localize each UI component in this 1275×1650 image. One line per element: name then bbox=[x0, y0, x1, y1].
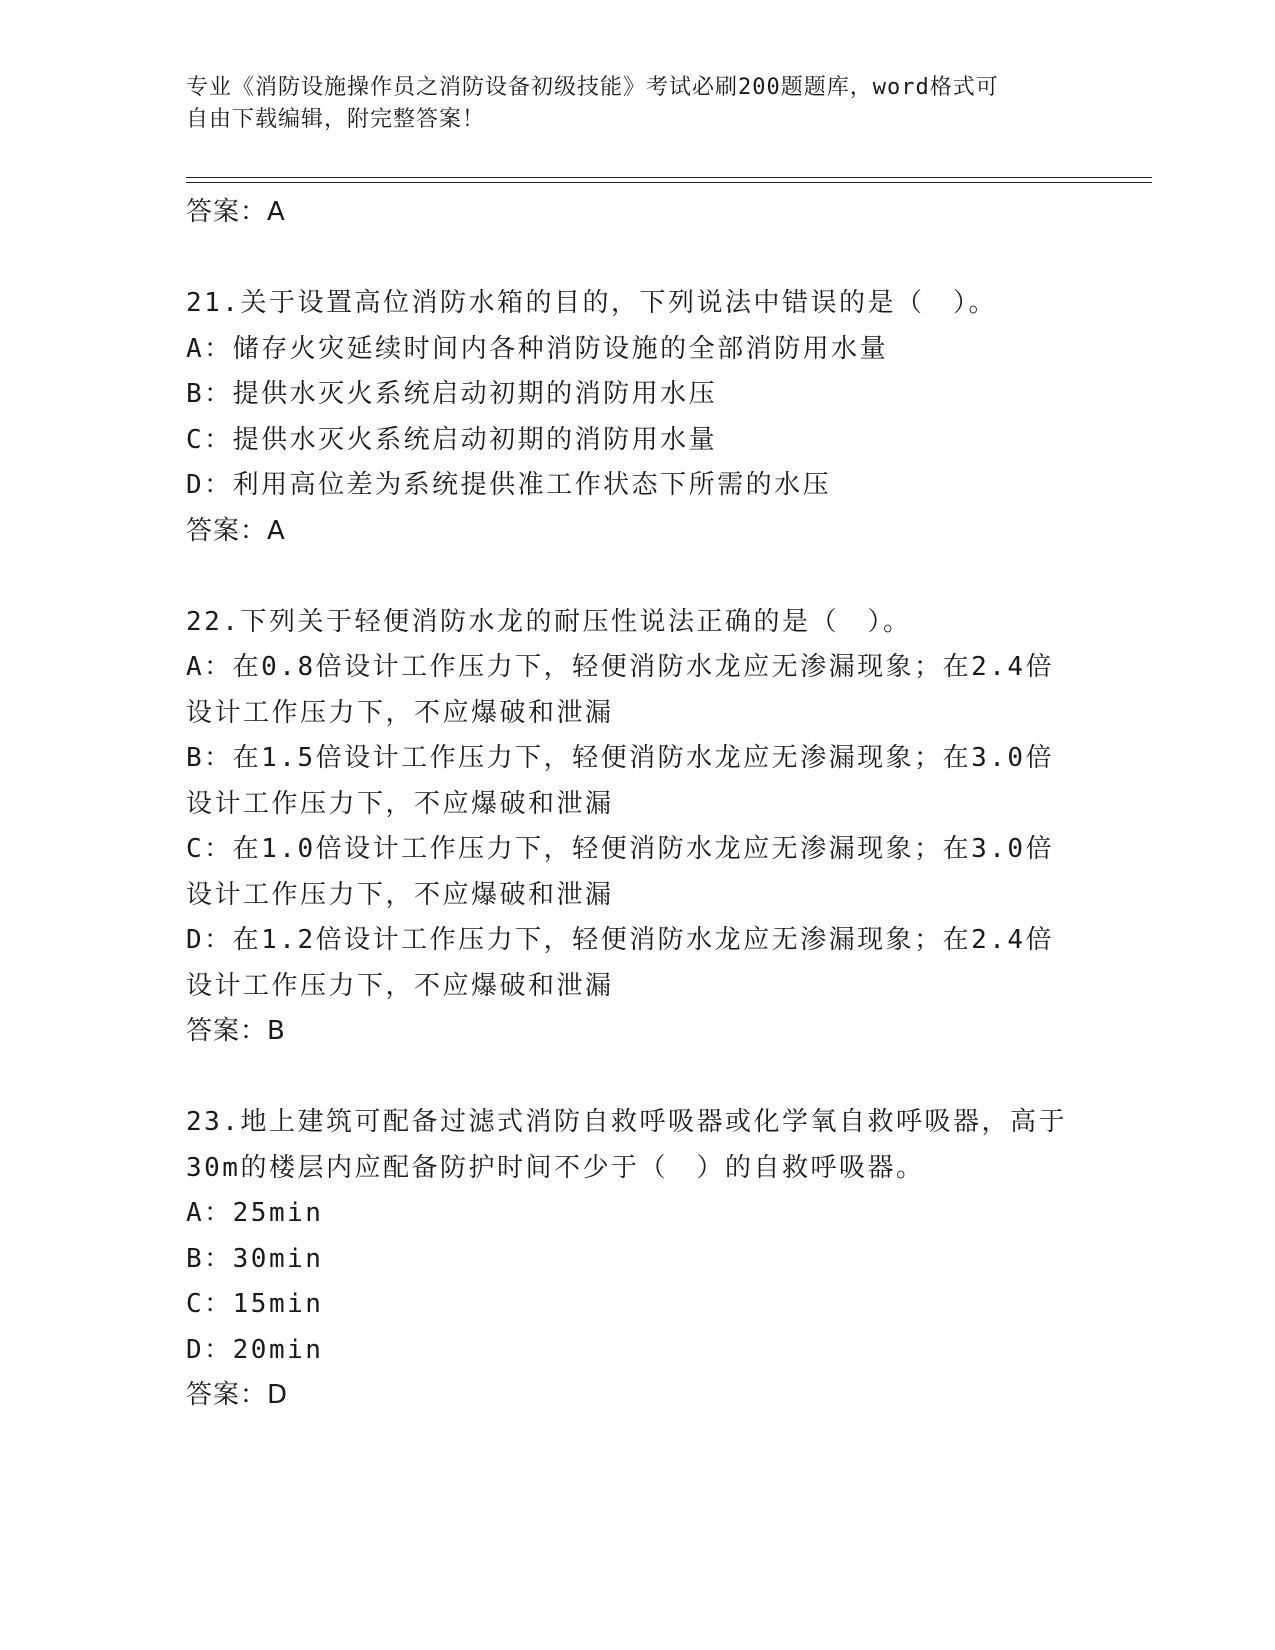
option-d: D：在1.2倍设计工作压力下，轻便消防水龙应无渗漏现象；在2.4倍 bbox=[186, 925, 1055, 955]
option-c: C：在1.0倍设计工作压力下，轻便消防水龙应无渗漏现象；在3.0倍 bbox=[186, 834, 1055, 864]
option-a: A：在0.8倍设计工作压力下，轻便消防水龙应无渗漏现象；在2.4倍 bbox=[186, 652, 1055, 682]
option-d: D：20min bbox=[186, 1334, 324, 1365]
question-21 bbox=[186, 281, 1086, 554]
spacer bbox=[186, 554, 1086, 600]
page-header bbox=[186, 72, 1066, 136]
question-23 bbox=[186, 1100, 1086, 1419]
option-c: C：提供水灭火系统启动初期的消防用水量 bbox=[186, 424, 718, 455]
question-stem-continued: 30m的楼层内应配备防护时间不少于（ ）的自救呼吸器。 bbox=[186, 1152, 925, 1183]
answer-line: 答案：A bbox=[186, 197, 286, 227]
option-c-continued: 设计工作压力下，不应爆破和泄漏 bbox=[186, 879, 614, 910]
option-d: D：利用高位差为系统提供准工作状态下所需的水压 bbox=[186, 470, 832, 500]
option-d-continued: 设计工作压力下，不应爆破和泄漏 bbox=[186, 970, 614, 1001]
option-a-continued: 设计工作压力下，不应爆破和泄漏 bbox=[186, 697, 614, 728]
option-b: B：提供水灭火系统启动初期的消防用水压 bbox=[186, 379, 718, 409]
option-a: A：储存火灾延续时间内各种消防设施的全部消防用水量 bbox=[186, 333, 889, 364]
option-b: B：在1.5倍设计工作压力下，轻便消防水龙应无渗漏现象；在3.0倍 bbox=[186, 743, 1055, 773]
question-stem: 22.下列关于轻便消防水龙的耐压性说法正确的是（ ）。 bbox=[186, 606, 912, 637]
header-line-2: 自由下载编辑，附完整答案！ bbox=[186, 107, 486, 132]
question-stem: 23.地上建筑可配备过滤式消防自救呼吸器或化学氧自救呼吸器，高于 bbox=[186, 1107, 1067, 1137]
header-line-1: 专业《消防设施操作员之消防设备初级技能》考试必刷200题题库，word格式可 bbox=[186, 75, 999, 100]
option-c: C：15min bbox=[186, 1289, 324, 1319]
question-22 bbox=[186, 600, 1086, 1055]
answer-line: 答案：A bbox=[186, 515, 286, 546]
question-stem: 21.关于设置高位消防水箱的目的，下列说法中错误的是（ ）。 bbox=[186, 288, 997, 318]
header-divider-thin bbox=[186, 177, 1152, 178]
question-list bbox=[186, 190, 1086, 1419]
spacer bbox=[186, 1055, 1086, 1101]
option-a: A：25min bbox=[186, 1198, 324, 1228]
header-divider-thick bbox=[186, 182, 1152, 183]
option-b: B：30min bbox=[186, 1243, 324, 1274]
spacer bbox=[186, 236, 1086, 282]
answer-line: 答案：B bbox=[186, 1016, 286, 1046]
option-b-continued: 设计工作压力下，不应爆破和泄漏 bbox=[186, 788, 614, 819]
answer-line: 答案：D bbox=[186, 1380, 289, 1410]
